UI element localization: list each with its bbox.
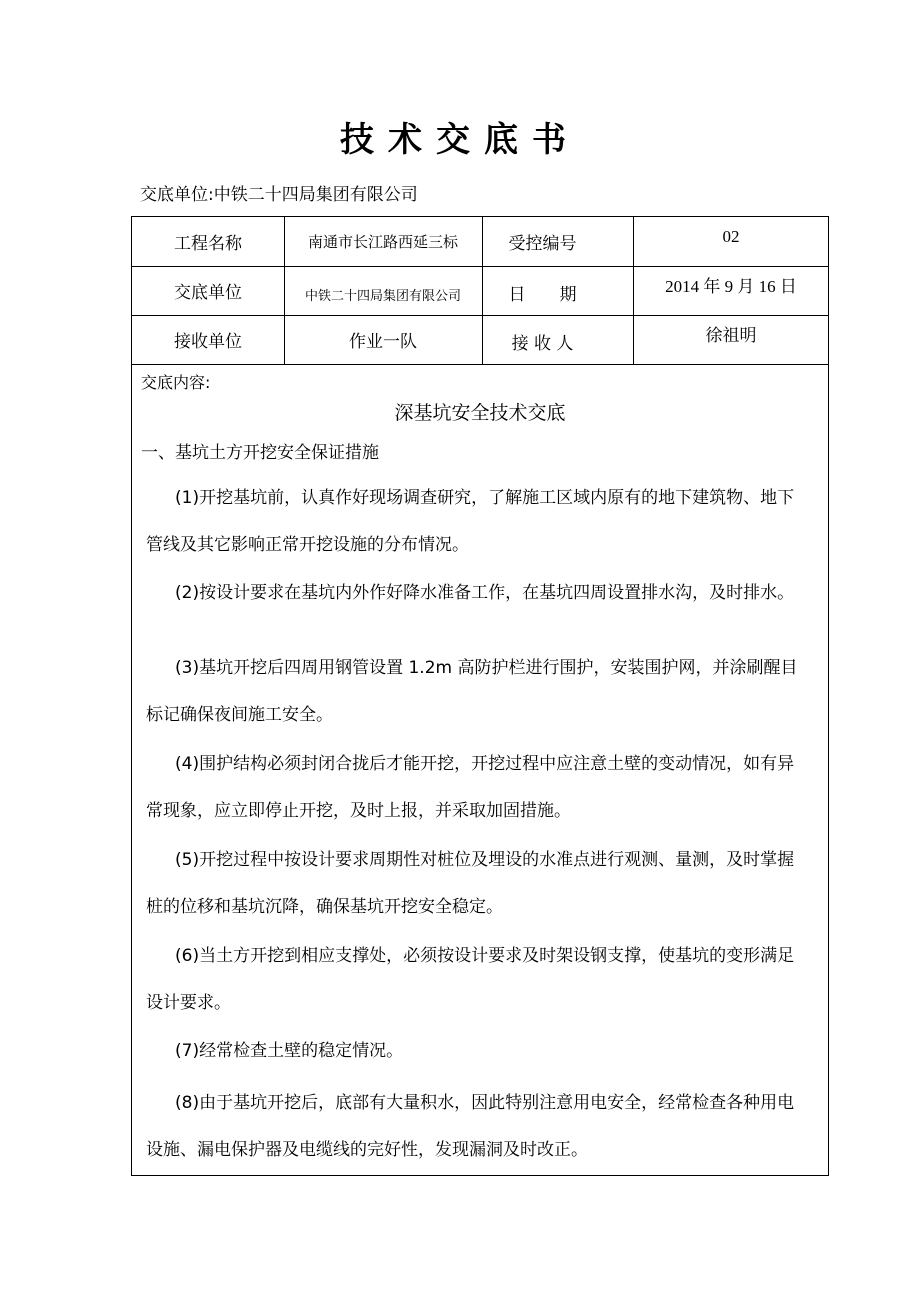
project-name-value: 南通市长江路西延三标 [307,233,458,251]
content-title: 深基坑安全技术交底 [394,402,566,424]
date-label: 日 期 [508,285,577,305]
paragraph-3: (3)基坑开挖后四周用钢管设置 1.2m 高防护栏进行围护，安装围护网，并涂刷醒目标记确保夜间施工安全。 [146,658,798,725]
control-no-label: 受控编号 [508,234,577,254]
paragraph-2: (2)按设计要求在基坑内外作好降水准备工作，在基坑四周设置排水沟，及时排水。 [175,583,795,603]
paragraph-1: (1)开挖基坑前，认真作好现场调查研究，了解施工区域内原有的地下建筑物、地下管线及其它影响正常开挖设施的分布情况。 [146,488,795,555]
paragraph-8: (8)由于基坑开挖后，底部有大量积水，因此特别注意用电安全，经常检查各种用电设施、漏电保护器及电缆线的完好性，发现漏洞及时改正。 [146,1093,795,1160]
receiver-value: 徐祖明 [705,325,757,346]
row-divider [132,364,828,365]
disclosure-table [131,216,829,1176]
paragraph-7: (7)经常检查土壁的稳定情况。 [175,1041,404,1061]
disclosure-unit-value: 中铁二十四局集团有限公司 [304,289,461,304]
document-title: 技术交底书 [340,120,580,160]
content-label: 交底内容: [141,373,211,392]
date-value: 2014 年 9 月 16 日 [665,277,797,296]
paragraph-5: (5)开挖过程中按设计要求周期性对桩位及埋设的水准点进行观测、量测，及时掌握桩的位移和基坑沉降，确保基坑开挖安全稳定。 [146,850,795,917]
control-no-value: 02 [722,227,740,246]
paragraph-4: (4)围护结构必须封闭合拢后才能开挖，开挖过程中应注意土壁的变动情况，如有异常现象，应立即停止开挖，及时上报，并采取加固措施。 [146,754,795,821]
disclosure-unit-line: 交底单位:中铁二十四局集团有限公司 [140,185,418,205]
paragraph-6: (6)当土方开挖到相应支撑处，必须按设计要求及时架设钢支撑，使基坑的变形满足设计要求。 [146,946,795,1013]
receiving-unit-label: 接收单位 [174,332,242,352]
disclosure-unit-label: 交底单位 [174,283,242,303]
section-heading: 一、基坑土方开挖安全保证措施 [141,443,379,463]
project-name-label: 工程名称 [174,234,242,254]
receiver-label: 接 收 人 [511,334,574,354]
receiving-unit-value: 作业一队 [349,332,417,352]
